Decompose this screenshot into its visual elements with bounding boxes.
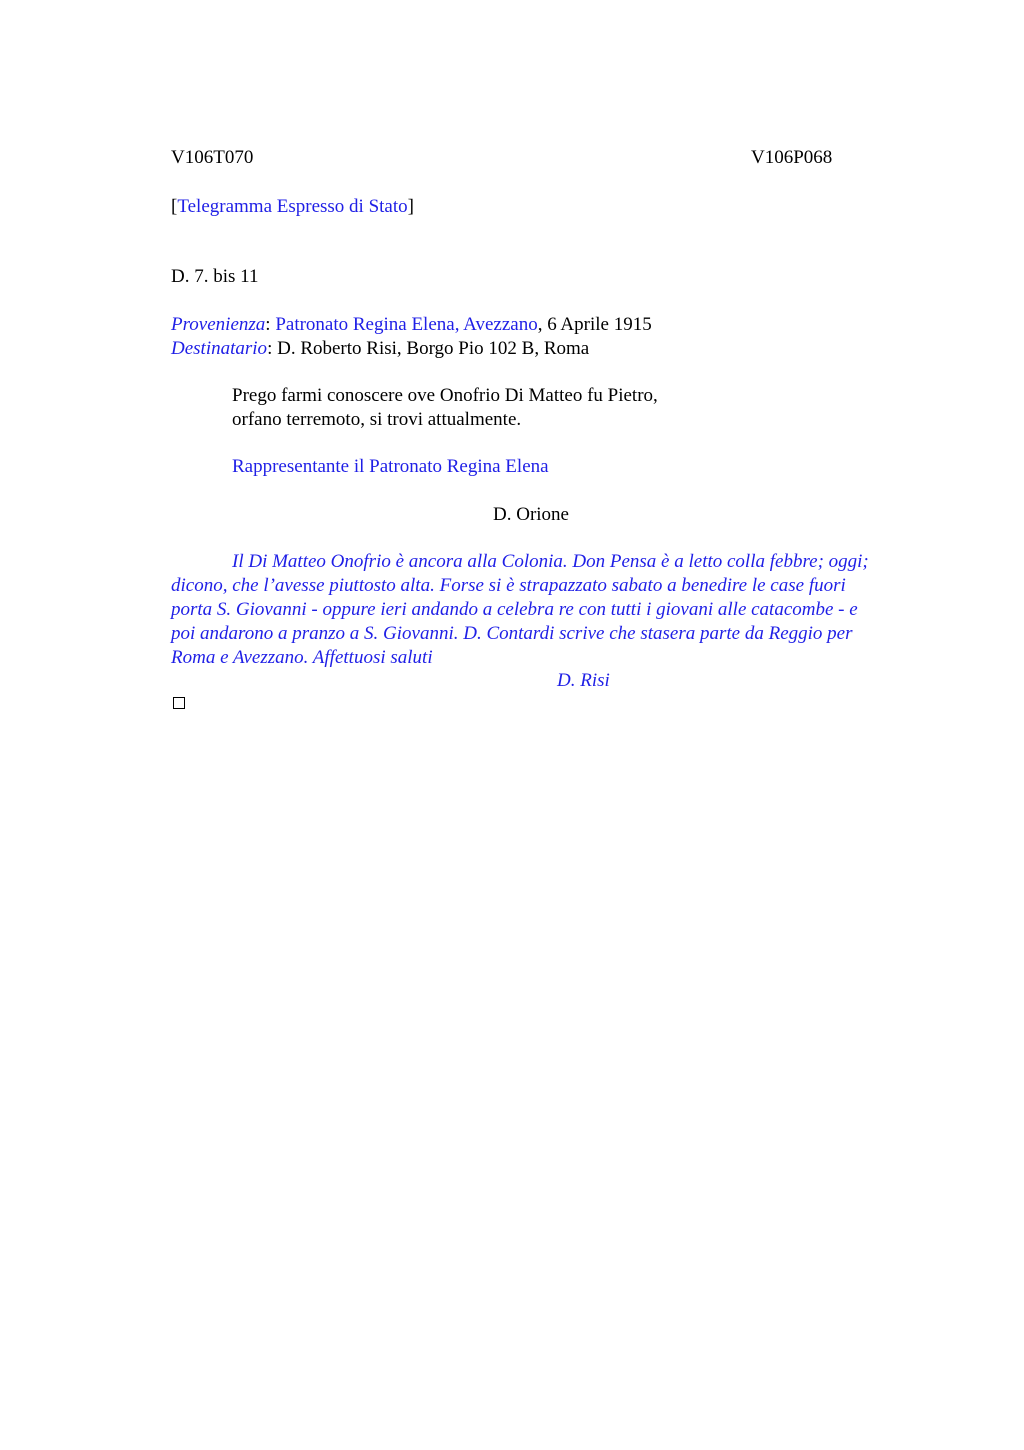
message-line: orfano terremoto, si trovi attualmente. xyxy=(232,409,522,430)
document-type-label: Telegramma Espresso di Stato xyxy=(177,196,408,217)
recipient-label: Destinatario xyxy=(171,338,268,359)
document-type xyxy=(171,195,414,219)
signature-orione: D. Orione xyxy=(493,504,569,525)
reply-line: dicono, che l’avesse piuttosto alta. Forse si è strapazzato sabato a benedire le case fuori xyxy=(171,575,846,596)
provenance-label: Provenienza xyxy=(171,314,266,335)
reply-line: porta S. Giovanni - oppure ieri andando a celebra re con tutti i giovani alle catacombe - e xyxy=(171,599,858,620)
end-of-document-square-icon xyxy=(173,697,185,709)
message-body xyxy=(232,384,658,432)
recipient-value: : D. Roberto Risi, Borgo Pio 102 B, Roma xyxy=(267,338,590,359)
document-id-left: V106T070 xyxy=(171,147,254,168)
representative-line: Rappresentante il Patronato Regina Elena xyxy=(232,456,549,477)
open-bracket: [ xyxy=(171,196,178,217)
provenance-place: Patronato Regina Elena, Avezzano xyxy=(275,314,538,335)
provenance-date: , 6 Aprile 1915 xyxy=(537,314,652,335)
recipient-line xyxy=(171,337,589,361)
reply-line: poi andarono a pranzo a S. Giovanni. D. Contardi scrive che stasera parte da Reggio per xyxy=(171,623,853,644)
message-line: Prego farmi conoscere ove Onofrio Di Matteo fu Pietro, xyxy=(232,385,658,406)
document-number: D. 7. bis 11 xyxy=(171,266,259,287)
reply-line: Il Di Matteo Onofrio è ancora alla Colonia. Don Pensa è a letto colla febbre; oggi; xyxy=(232,551,869,572)
close-bracket: ] xyxy=(407,196,414,217)
signature-risi: D. Risi xyxy=(557,670,610,691)
provenance-separator: : xyxy=(265,314,276,335)
reply-line: Roma e Avezzano. Affettuosi saluti xyxy=(171,647,433,668)
provenance-line xyxy=(171,313,652,337)
document-id-right: V106P068 xyxy=(751,147,833,168)
reply-note xyxy=(171,550,931,670)
